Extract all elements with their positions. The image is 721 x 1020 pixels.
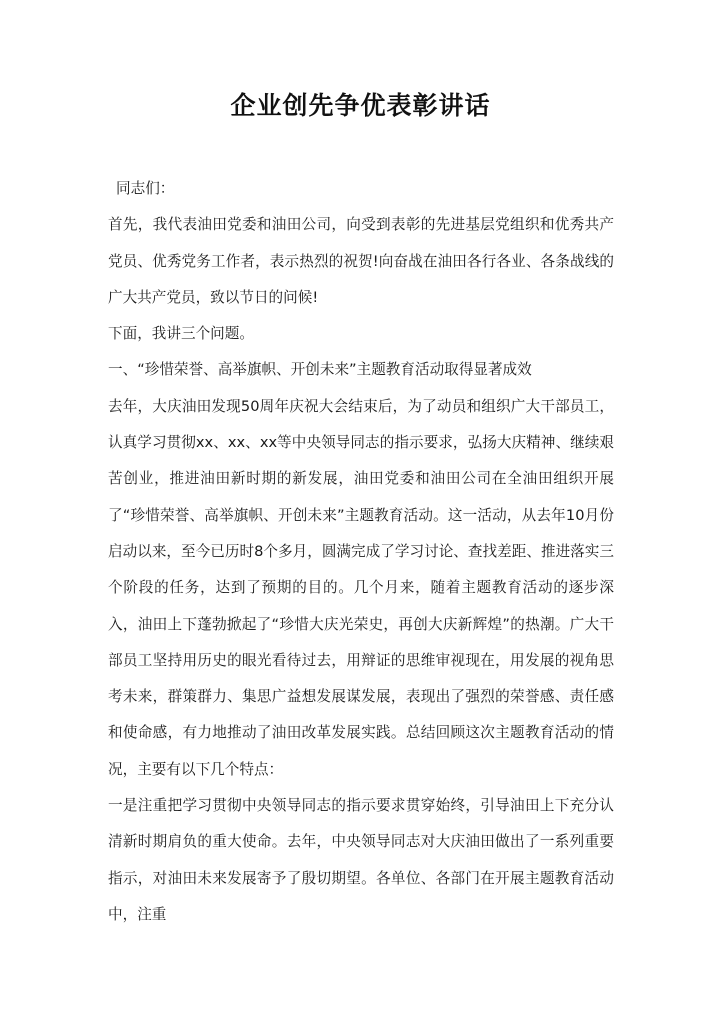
- paragraph-body-2: 一是注重把学习贯彻中央领导同志的指示要求贯穿始终，引导油田上下充分认清新时期肩负的重大使命。去年，中央领导同志对大庆油田做出了一系列重要指示，对油田未来发展寄予了殷切期望。各单位、各部门在开展主题教育活动中，注重: [108, 797, 614, 923]
- salutation: 同志们：: [116, 180, 175, 197]
- document-body: [108, 171, 614, 933]
- section-heading-1: 一、“珍惜荣誉、高举旗帜、开创未来”主题教育活动取得显著成效: [108, 361, 532, 379]
- paragraph-body-1: 去年，大庆油田发现50周年庆祝大会结束后，为了动员和组织广大干部员工，认真学习贯彻xx、xx、xx等中央领导同志的指示要求，弘扬大庆精神、继续艰苦创业，推进油田新时期的新发展，油田党委和油田公司在全油田组织开展了“珍惜荣誉、高举旗帜、开创未来”主题教育活动。这一活动，从去年10月份启动以来，至今已历时8个多月，圆满完成了学习讨论、查找差距、推进落实三个阶段的任务，达到了预期的目的。几个月来，随着主题教育活动的逐步深入，油田上下蓬勃掀起了“珍惜大庆光荣史，再创大庆新辉煌”的热潮。广大干部员工坚持用历史的眼光看待过去，用辩证的思维审视现在，用发展的视角思考未来，群策群力、集思广益想发展谋发展，表现出了强烈的荣誉感、责任感和使命感，有力地推动了油田改革发展实践。总结回顾这次主题教育活动的情况，主要有以下几个特点：: [108, 397, 614, 778]
- paragraph-greeting: 首先，我代表油田党委和油田公司，向受到表彰的先进基层党组织和优秀共产党员、优秀党务工作者，表示热烈的祝贺!向奋战在油田各行各业、各条战线的广大共产党员，致以节日的问候!: [108, 216, 614, 306]
- paragraph-intro: 下面，我讲三个问题。: [108, 325, 254, 343]
- document-title: 企业创先争优表彰讲话: [230, 91, 491, 120]
